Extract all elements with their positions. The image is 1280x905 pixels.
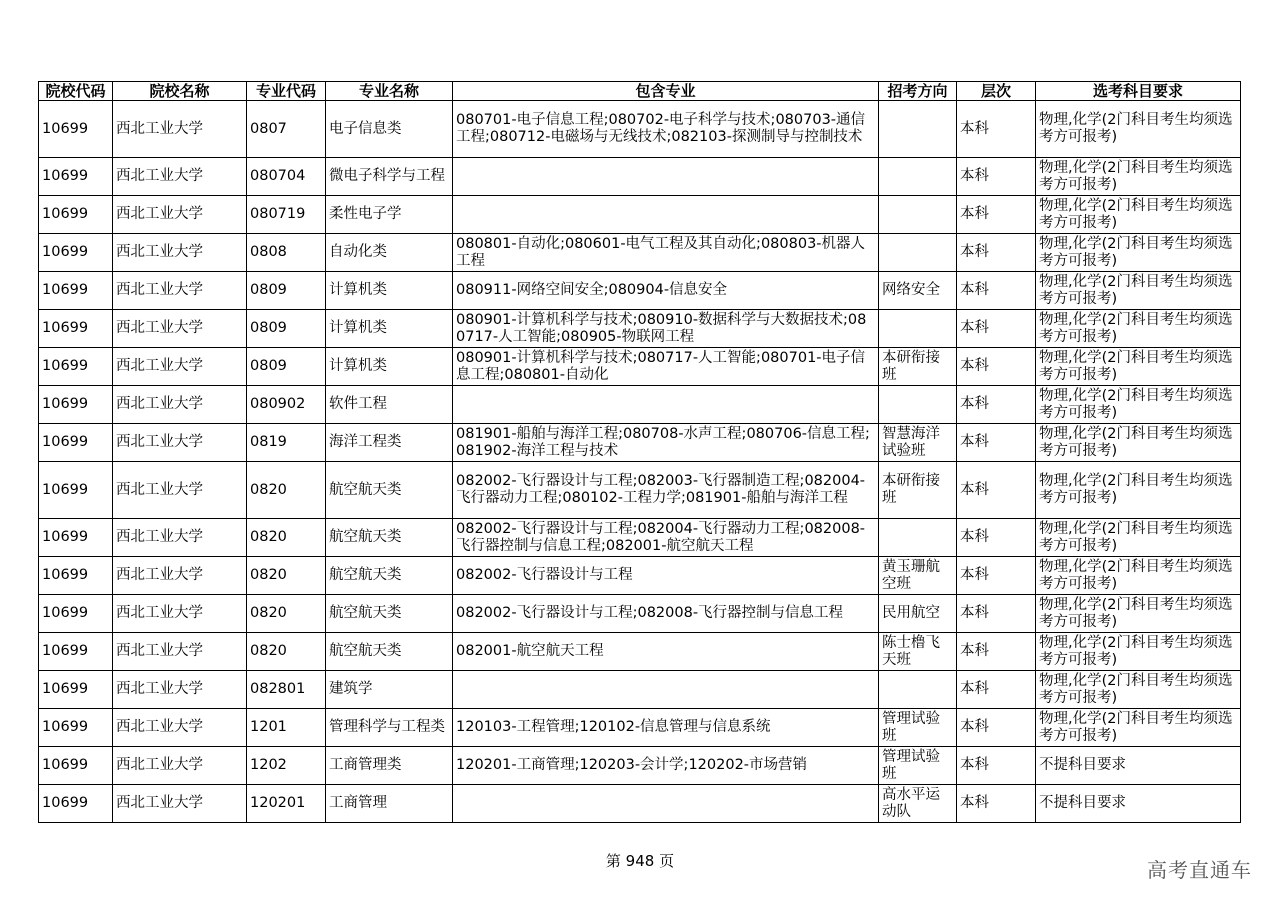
table-row — [39, 747, 1241, 785]
table-cell: 网络安全 — [879, 272, 957, 310]
table-cell: 0809 — [247, 272, 326, 310]
table-cell: 10699 — [39, 747, 113, 785]
table-cell: 西北工业大学 — [113, 671, 247, 709]
table-cell: 西北工业大学 — [113, 747, 247, 785]
table-cell: 本科 — [957, 671, 1036, 709]
table-cell: 本科 — [957, 310, 1036, 348]
table-cell: 物理,化学(2门科目考生均须选考方可报考) — [1036, 709, 1241, 747]
table-cell: 10699 — [39, 310, 113, 348]
table-row — [39, 101, 1241, 158]
table-row — [39, 310, 1241, 348]
table-cell: 航空航天类 — [326, 595, 453, 633]
table-cell — [879, 386, 957, 424]
table-cell: 西北工业大学 — [113, 101, 247, 158]
table-cell: 1202 — [247, 747, 326, 785]
table-cell: 工商管理 — [326, 785, 453, 823]
table-cell: 物理,化学(2门科目考生均须选考方可报考) — [1036, 557, 1241, 595]
table-cell: 智慧海洋试验班 — [879, 424, 957, 462]
table-cell: 西北工业大学 — [113, 785, 247, 823]
table-cell: 080901-计算机科学与技术;080717-人工智能;080701-电子信息工程;080801-自动化 — [453, 348, 879, 386]
table-cell: 西北工业大学 — [113, 310, 247, 348]
table-cell: 082002-飞行器设计与工程;082003-飞行器制造工程;082004-飞行器动力工程;080102-工程力学;081901-船舶与海洋工程 — [453, 462, 879, 519]
table-cell: 080704 — [247, 158, 326, 196]
column-header: 招考方向 — [879, 82, 957, 101]
table-cell: 120201 — [247, 785, 326, 823]
table-cell: 10699 — [39, 386, 113, 424]
table-cell: 0820 — [247, 557, 326, 595]
table-cell: 物理,化学(2门科目考生均须选考方可报考) — [1036, 462, 1241, 519]
table-cell: 10699 — [39, 272, 113, 310]
table-cell: 0819 — [247, 424, 326, 462]
table-cell: 080911-网络空间安全;080904-信息安全 — [453, 272, 879, 310]
table-cell: 航空航天类 — [326, 557, 453, 595]
table-cell: 计算机类 — [326, 310, 453, 348]
table-cell — [879, 671, 957, 709]
column-header: 层次 — [957, 82, 1036, 101]
table-cell — [879, 519, 957, 557]
table-cell: 10699 — [39, 158, 113, 196]
column-header: 专业名称 — [326, 82, 453, 101]
table-cell: 10699 — [39, 709, 113, 747]
table-cell: 080901-计算机科学与技术;080910-数据科学与大数据技术;080717-人工智能;080905-物联网工程 — [453, 310, 879, 348]
table-cell: 10699 — [39, 671, 113, 709]
table-cell: 0820 — [247, 519, 326, 557]
table-cell: 082002-飞行器设计与工程;082004-飞行器动力工程;082008-飞行器控制与信息工程;082001-航空航天工程 — [453, 519, 879, 557]
table-cell: 0820 — [247, 462, 326, 519]
table-cell: 物理,化学(2门科目考生均须选考方可报考) — [1036, 519, 1241, 557]
column-header: 选考科目要求 — [1036, 82, 1241, 101]
table-cell: 10699 — [39, 196, 113, 234]
table-cell: 民用航空 — [879, 595, 957, 633]
table-cell: 海洋工程类 — [326, 424, 453, 462]
table-cell: 计算机类 — [326, 272, 453, 310]
table-cell: 西北工业大学 — [113, 462, 247, 519]
table-row — [39, 519, 1241, 557]
table-cell: 082801 — [247, 671, 326, 709]
watermark: 高考直通车 — [1147, 858, 1252, 882]
table-cell: 航空航天类 — [326, 519, 453, 557]
table-cell: 本科 — [957, 348, 1036, 386]
table-cell: 电子信息类 — [326, 101, 453, 158]
table-row — [39, 234, 1241, 272]
table-cell: 10699 — [39, 557, 113, 595]
table-cell — [453, 196, 879, 234]
table-row — [39, 671, 1241, 709]
table-cell — [879, 158, 957, 196]
column-header: 包含专业 — [453, 82, 879, 101]
table-row — [39, 386, 1241, 424]
table-cell: 本科 — [957, 196, 1036, 234]
table-cell: 0809 — [247, 310, 326, 348]
table-cell: 物理,化学(2门科目考生均须选考方可报考) — [1036, 158, 1241, 196]
table-cell: 0808 — [247, 234, 326, 272]
table-cell: 10699 — [39, 348, 113, 386]
table-cell — [453, 158, 879, 196]
table-cell: 0807 — [247, 101, 326, 158]
table-cell: 本研衔接班 — [879, 462, 957, 519]
table-cell: 物理,化学(2门科目考生均须选考方可报考) — [1036, 671, 1241, 709]
table-row — [39, 557, 1241, 595]
table-cell: 建筑学 — [326, 671, 453, 709]
table-cell: 物理,化学(2门科目考生均须选考方可报考) — [1036, 101, 1241, 158]
table-row — [39, 595, 1241, 633]
table-cell: 本科 — [957, 158, 1036, 196]
table-cell: 本科 — [957, 747, 1036, 785]
table-cell: 本科 — [957, 595, 1036, 633]
column-header: 院校代码 — [39, 82, 113, 101]
table-cell: 10699 — [39, 101, 113, 158]
table-cell: 工商管理类 — [326, 747, 453, 785]
table-header-row — [39, 82, 1241, 101]
table-cell: 080719 — [247, 196, 326, 234]
table-cell: 微电子科学与工程 — [326, 158, 453, 196]
table-cell: 本科 — [957, 386, 1036, 424]
table-cell: 管理试验班 — [879, 747, 957, 785]
table-cell: 10699 — [39, 785, 113, 823]
table-row — [39, 158, 1241, 196]
table-cell: 0820 — [247, 595, 326, 633]
table-cell: 080701-电子信息工程;080702-电子科学与技术;080703-通信工程;080712-电磁场与无线技术;082103-探测制导与控制技术 — [453, 101, 879, 158]
table-cell: 10699 — [39, 633, 113, 671]
table-cell: 10699 — [39, 519, 113, 557]
table-cell: 管理科学与工程类 — [326, 709, 453, 747]
table-cell — [453, 671, 879, 709]
table-cell: 120103-工程管理;120102-信息管理与信息系统 — [453, 709, 879, 747]
table-cell: 物理,化学(2门科目考生均须选考方可报考) — [1036, 424, 1241, 462]
table-cell: 西北工业大学 — [113, 424, 247, 462]
table-cell: 自动化类 — [326, 234, 453, 272]
table-cell: 西北工业大学 — [113, 709, 247, 747]
table-cell: 本科 — [957, 272, 1036, 310]
table-cell: 本科 — [957, 633, 1036, 671]
table-cell: 不提科目要求 — [1036, 785, 1241, 823]
table-cell: 0820 — [247, 633, 326, 671]
table-cell: 航空航天类 — [326, 633, 453, 671]
table-cell: 物理,化学(2门科目考生均须选考方可报考) — [1036, 595, 1241, 633]
table-cell: 西北工业大学 — [113, 272, 247, 310]
table-cell: 西北工业大学 — [113, 557, 247, 595]
table-cell — [453, 386, 879, 424]
table-cell: 西北工业大学 — [113, 158, 247, 196]
table-cell — [879, 310, 957, 348]
table-cell: 082002-飞行器设计与工程;082008-飞行器控制与信息工程 — [453, 595, 879, 633]
column-header: 院校名称 — [113, 82, 247, 101]
table-cell: 西北工业大学 — [113, 348, 247, 386]
table-cell: 10699 — [39, 424, 113, 462]
table-cell: 本科 — [957, 709, 1036, 747]
table-cell: 本科 — [957, 101, 1036, 158]
table-cell: 西北工业大学 — [113, 386, 247, 424]
table-row — [39, 633, 1241, 671]
table-cell: 物理,化学(2门科目考生均须选考方可报考) — [1036, 386, 1241, 424]
table-cell: 黄玉珊航空班 — [879, 557, 957, 595]
admission-table — [38, 81, 1241, 823]
table-cell: 航空航天类 — [326, 462, 453, 519]
table-cell: 西北工业大学 — [113, 234, 247, 272]
table-cell: 不提科目要求 — [1036, 747, 1241, 785]
table-cell: 082001-航空航天工程 — [453, 633, 879, 671]
table-row — [39, 785, 1241, 823]
table-cell: 10699 — [39, 234, 113, 272]
table-cell — [879, 196, 957, 234]
table-cell — [879, 101, 957, 158]
table-cell: 物理,化学(2门科目考生均须选考方可报考) — [1036, 633, 1241, 671]
table-cell: 物理,化学(2门科目考生均须选考方可报考) — [1036, 348, 1241, 386]
table-cell: 本科 — [957, 785, 1036, 823]
table-cell: 本科 — [957, 557, 1036, 595]
table-cell: 080902 — [247, 386, 326, 424]
table-cell — [879, 234, 957, 272]
table-cell: 计算机类 — [326, 348, 453, 386]
table-cell: 高水平运动队 — [879, 785, 957, 823]
table-cell: 管理试验班 — [879, 709, 957, 747]
table-cell: 物理,化学(2门科目考生均须选考方可报考) — [1036, 272, 1241, 310]
table-cell: 西北工业大学 — [113, 196, 247, 234]
table-cell: 陈士橹飞天班 — [879, 633, 957, 671]
table-cell: 物理,化学(2门科目考生均须选考方可报考) — [1036, 310, 1241, 348]
table-cell: 西北工业大学 — [113, 595, 247, 633]
table-cell: 120201-工商管理;120203-会计学;120202-市场营销 — [453, 747, 879, 785]
table-cell: 软件工程 — [326, 386, 453, 424]
table-row — [39, 196, 1241, 234]
table-cell: 西北工业大学 — [113, 519, 247, 557]
table-cell — [453, 785, 879, 823]
table-cell: 物理,化学(2门科目考生均须选考方可报考) — [1036, 234, 1241, 272]
table-cell: 1201 — [247, 709, 326, 747]
table-cell: 10699 — [39, 462, 113, 519]
table-cell: 本科 — [957, 462, 1036, 519]
table-cell: 本研衔接班 — [879, 348, 957, 386]
page-number: 第 948 页 — [605, 852, 675, 870]
table-cell: 082002-飞行器设计与工程 — [453, 557, 879, 595]
table-cell: 081901-船舶与海洋工程;080708-水声工程;080706-信息工程;081902-海洋工程与技术 — [453, 424, 879, 462]
column-header: 专业代码 — [247, 82, 326, 101]
table-cell: 本科 — [957, 234, 1036, 272]
table-cell: 10699 — [39, 595, 113, 633]
table-cell: 0809 — [247, 348, 326, 386]
table-cell: 西北工业大学 — [113, 633, 247, 671]
table-cell: 物理,化学(2门科目考生均须选考方可报考) — [1036, 196, 1241, 234]
table-row — [39, 462, 1241, 519]
table-cell: 080801-自动化;080601-电气工程及其自动化;080803-机器人工程 — [453, 234, 879, 272]
table-row — [39, 272, 1241, 310]
table-row — [39, 348, 1241, 386]
table-row — [39, 709, 1241, 747]
table-row — [39, 424, 1241, 462]
table-cell: 本科 — [957, 519, 1036, 557]
table-cell: 本科 — [957, 424, 1036, 462]
table-cell: 柔性电子学 — [326, 196, 453, 234]
